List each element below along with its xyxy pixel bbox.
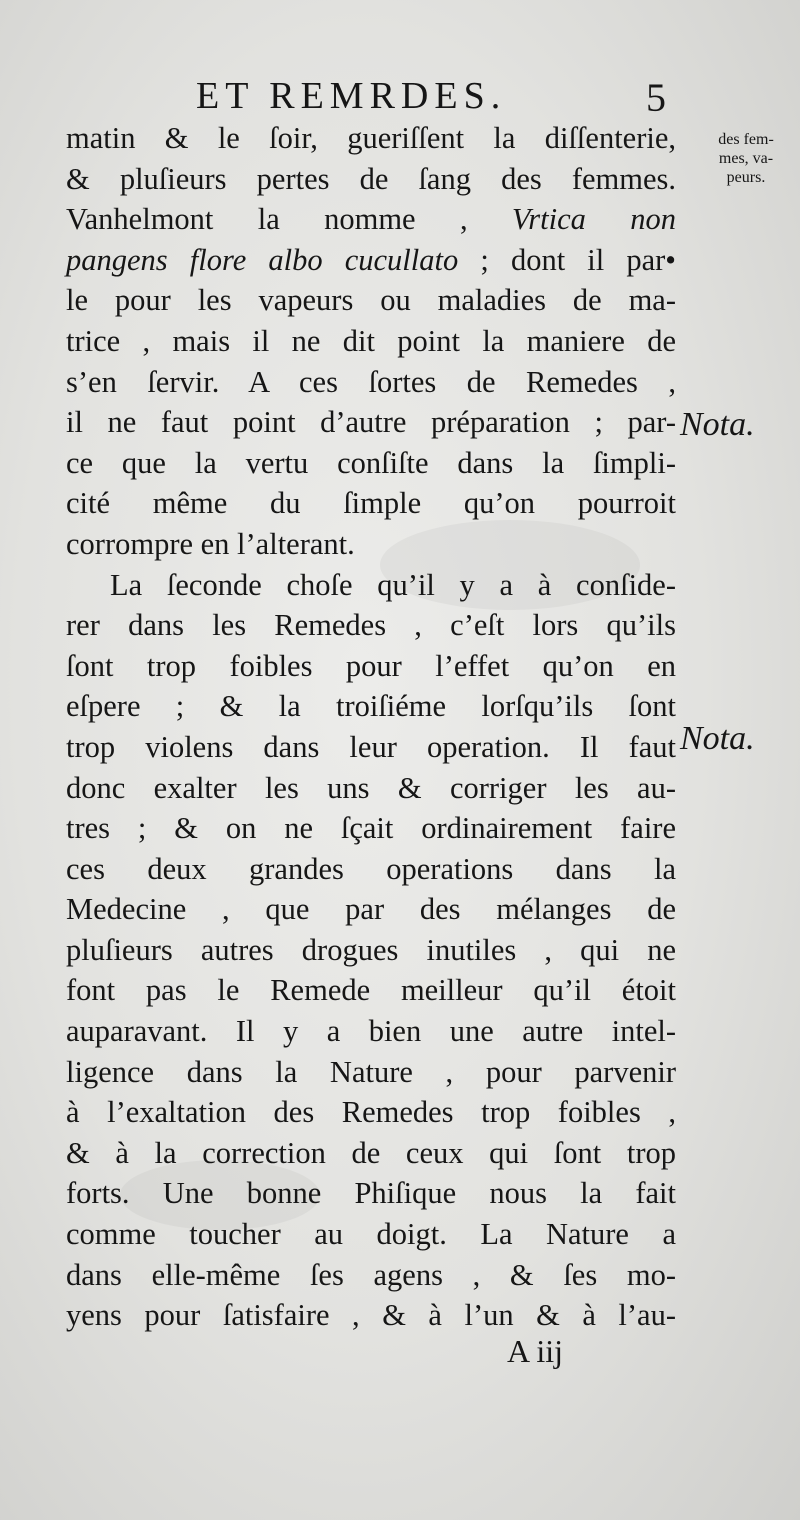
text-line: donc exalter les uns & corriger les au- xyxy=(66,770,676,805)
text-line: cité même du ſimple qu’on pourroit xyxy=(66,486,676,521)
text-fragment: Vanhelmont la nomme , xyxy=(66,202,512,237)
text-line: matin & le ſoir, gueriſſent la diſſenterie, xyxy=(66,121,676,155)
text-line xyxy=(66,199,676,240)
text-line: il ne faut point d’autre préparation ; par- xyxy=(66,405,676,440)
text-line: forts. Une bonne Phiſique nous la fait xyxy=(66,1176,676,1211)
text-line: rer dans les Remedes , c’eſt lors qu’ils xyxy=(66,608,676,643)
text-line: font pas le Remede meilleur qu’il étoit xyxy=(66,973,676,1008)
text-line: trice , mais il ne dit point la maniere de xyxy=(66,323,676,358)
margin-note-nota: Nota. xyxy=(680,406,755,443)
text-line: corrompre en l’alterant. xyxy=(66,526,355,561)
text-line xyxy=(66,240,676,281)
latin-name: Vrtica non xyxy=(511,202,676,237)
text-line: Medecine , que par des mélanges de xyxy=(66,892,676,927)
text-line: à l’exaltation des Remedes trop foibles , xyxy=(66,1095,676,1130)
text-line: ſont trop foibles pour l’effet qu’on en xyxy=(66,648,676,683)
text-line: & pluſieurs pertes de ſang des femmes. xyxy=(66,161,676,196)
page-header xyxy=(196,74,666,124)
text-line: eſpere ; & la troiſiéme lorſqu’ils ſont xyxy=(66,689,676,724)
text-line: dans elle-même ſes agens , & ſes mo- xyxy=(66,1257,676,1292)
margin-note: des fem- mes, va- peurs. xyxy=(718,131,774,186)
text-line: La ſeconde choſe qu’il y a à conſide- xyxy=(110,567,676,602)
text-line: pluſieurs autres drogues inutiles , qui ne xyxy=(66,932,676,967)
text-line: trop violens dans leur operation. Il faut xyxy=(66,729,676,764)
text-line: auparavant. Il y a bien une autre intel- xyxy=(66,1014,676,1049)
body-text xyxy=(66,118,676,1336)
text-line: & à la correction de ceux qui ſont trop xyxy=(66,1135,676,1170)
text-line: ces deux grandes operations dans la xyxy=(66,851,676,886)
text-line: le pour les vapeurs ou maladies de ma- xyxy=(66,283,676,318)
text-line: ce que la vertu conſiſte dans la ſimpli- xyxy=(66,445,676,480)
text-line: s’en ſervir. A ces ſortes de Remedes , xyxy=(66,364,676,399)
text-line: yens pour ſatisfaire , & à l’un & à l’au- xyxy=(66,1298,676,1333)
text-fragment: ; dont il par• xyxy=(458,242,676,277)
text-line: tres ; & on ne ſçait ordinairement faire xyxy=(66,811,676,846)
text-line: ligence dans la Nature , pour parvenir xyxy=(66,1054,676,1089)
text-line: comme toucher au doigt. La Nature a xyxy=(66,1217,676,1252)
margin-note-nota: Nota. xyxy=(680,720,755,757)
running-title: ET REMRDES. xyxy=(196,75,507,117)
latin-name: pangens flore albo cucullato xyxy=(66,242,459,277)
signature-mark: A iij xyxy=(507,1333,564,1369)
page-number: 5 xyxy=(646,75,666,120)
